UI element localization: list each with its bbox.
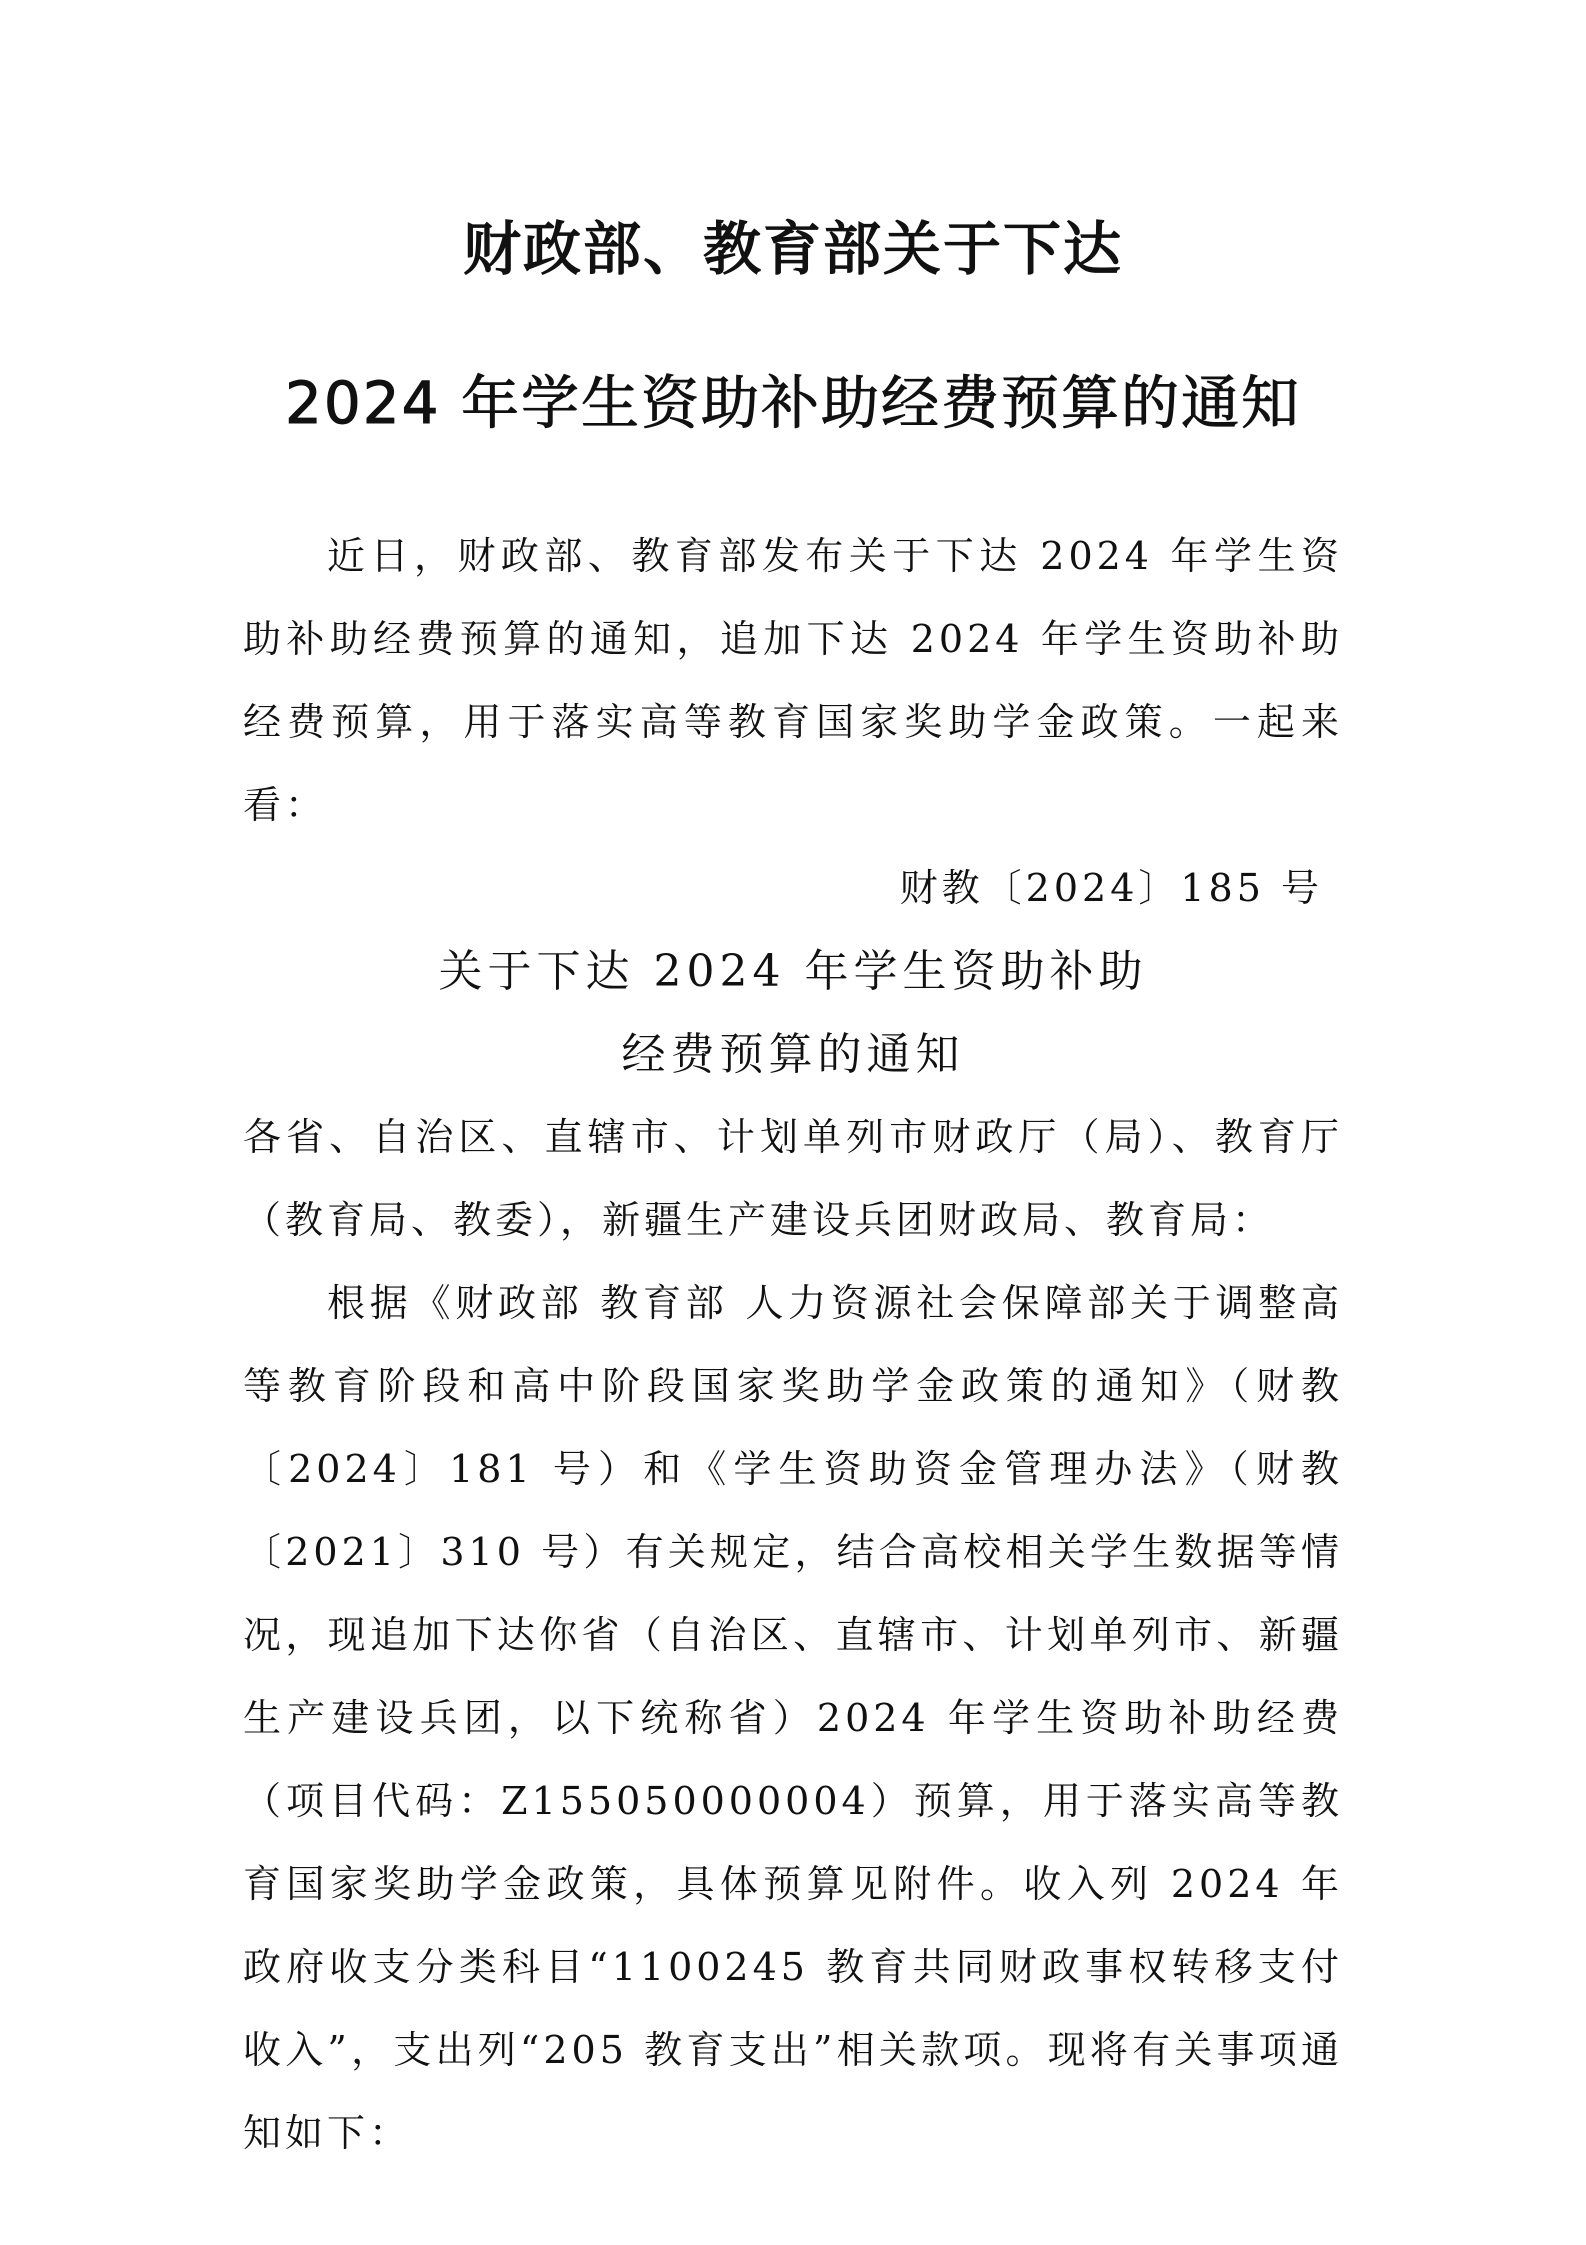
page-title-line-1: 财政部、教育部关于下达 (462, 215, 1123, 283)
body-paragraph: 根据《财政部 教育部 人力资源社会保障部关于调整高等教育阶段和高中阶段国家奖助学金政策的通知》（财教〔2024〕181 号）和《学生资助资金管理办法》（财教〔2021〕310 号）有关规定，结合高校相关学生数据等情况，现追加下达你省（自治区、直辖市、计划单列市、新疆生产建设兵团，以下统称省）2024 年学生资助补助经费（项目代码：Z155050000004）预算，用于落实高等教育国家奖助学金政策，具体预算见附件。收入列 2024 年政府收支分类科目“1100245 教育共同财政事权转移支付收入”，支出列“205 教育支出”相关款项。现将有关事项通知如下： (243, 1281, 1343, 2155)
intro-paragraph: 近日，财政部、教育部发布关于下达 2024 年学生资助补助经费预算的通知，追加下达 2024 年学生资助补助经费预算，用于落实高等教育国家奖助学金政策。一起来看： (243, 534, 1343, 827)
addressee-paragraph: 各省、自治区、直辖市、计划单列市财政厅（局）、教育厅（教育局、教委），新疆生产建设兵团财政局、教育局： (243, 1115, 1343, 1242)
notice-title-line-2: 经费预算的通知 (621, 1029, 965, 1080)
document-body (243, 515, 1343, 2175)
notice-title-line-1: 关于下达 2024 年学生资助补助 (438, 946, 1148, 997)
document-number: 财教〔2024〕185 号 (899, 866, 1323, 910)
page-title-line-2: 2024 年学生资助补助经费预算的通知 (284, 369, 1302, 437)
